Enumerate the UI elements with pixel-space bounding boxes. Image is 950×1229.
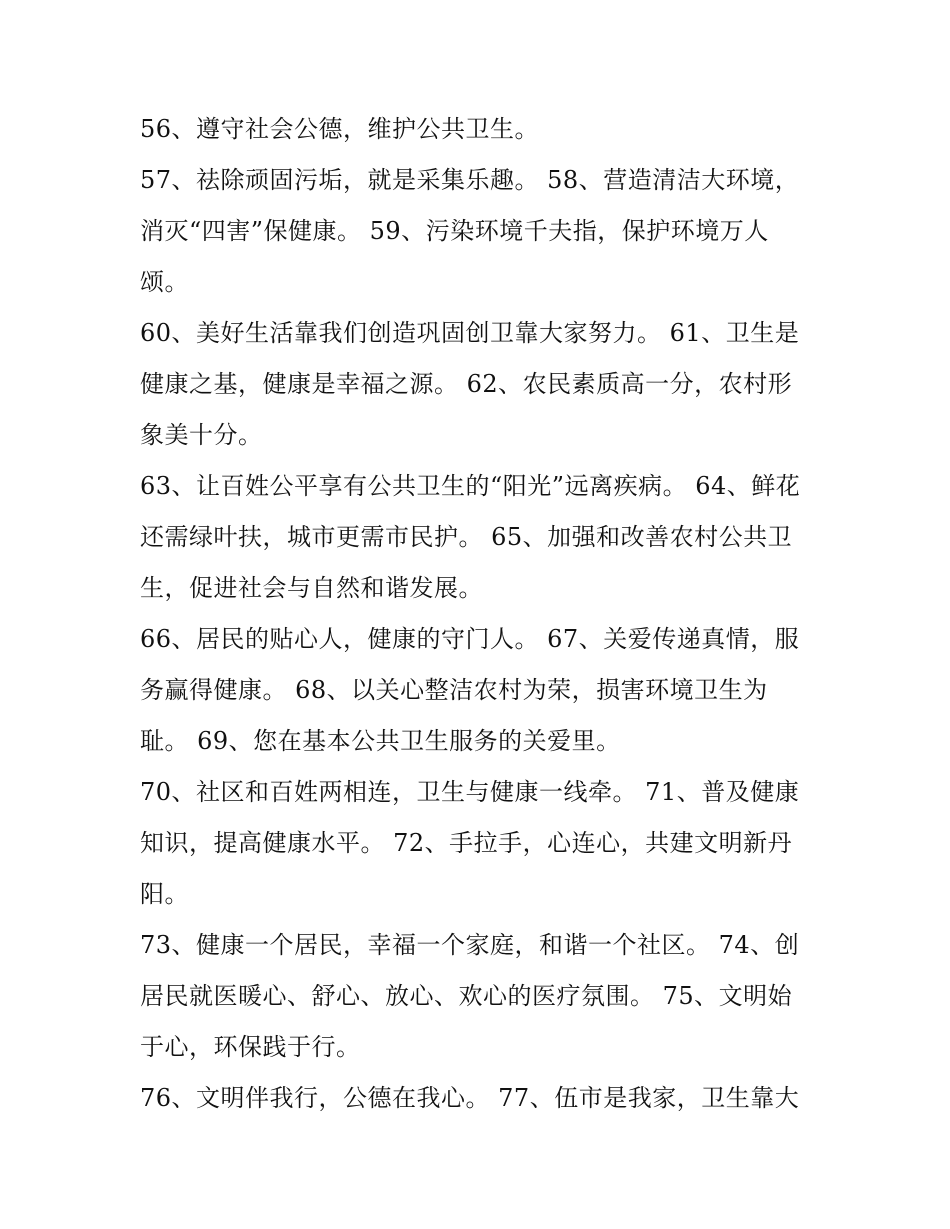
text-line: 健康之基，健康是幸福之源。 62、农民素质高一分，农村形 bbox=[140, 370, 793, 398]
text-line: 务赢得健康。 68、以关心整洁农村为荣，损害环境卫生为 bbox=[140, 676, 768, 704]
text-line: 60、美好生活靠我们创造巩固创卫靠大家努力。 61、卫生是 bbox=[140, 319, 800, 347]
text-line: 颂。 bbox=[140, 268, 189, 296]
text-line: 耻。 69、您在基本公共卫生服务的关爱里。 bbox=[140, 727, 621, 755]
text-line: 还需绿叶扶，城市更需市民护。 65、加强和改善农村公共卫 bbox=[140, 523, 793, 551]
text-line: 66、居民的贴心人，健康的守门人。 67、关爱传递真情，服 bbox=[140, 625, 800, 653]
text-line: 象美十分。 bbox=[140, 421, 263, 449]
text-line: 知识，提高健康水平。 72、手拉手，心连心，共建文明新丹 bbox=[140, 829, 793, 857]
text-line: 居民就医暖心、舒心、放心、欢心的医疗氛围。 75、文明始 bbox=[140, 982, 793, 1010]
text-line: 消灭“四害”保健康。 59、污染环境千夫指，保护环境万人 bbox=[140, 217, 769, 245]
text-line: 阳。 bbox=[140, 880, 189, 908]
text-line: 63、让百姓公平享有公共卫生的“阳光”远离疾病。 64、鲜花 bbox=[140, 472, 801, 500]
text-line: 于心，环保践于行。 bbox=[140, 1033, 361, 1061]
text-line: 70、社区和百姓两相连，卫生与健康一线牵。 71、普及健康 bbox=[140, 778, 800, 806]
text-line: 73、健康一个居民，幸福一个家庭，和谐一个社区。 74、创 bbox=[140, 931, 800, 959]
text-line: 57、祛除顽固污垢，就是采集乐趣。 58、营造清洁大环境， bbox=[140, 166, 800, 194]
text-line: 56、遵守社会公德，维护公共卫生。 bbox=[140, 115, 540, 143]
text-line: 76、文明伴我行，公德在我心。 77、伍市是我家，卫生靠大 bbox=[140, 1084, 800, 1112]
text-line: 生，促进社会与自然和谐发展。 bbox=[140, 574, 483, 602]
